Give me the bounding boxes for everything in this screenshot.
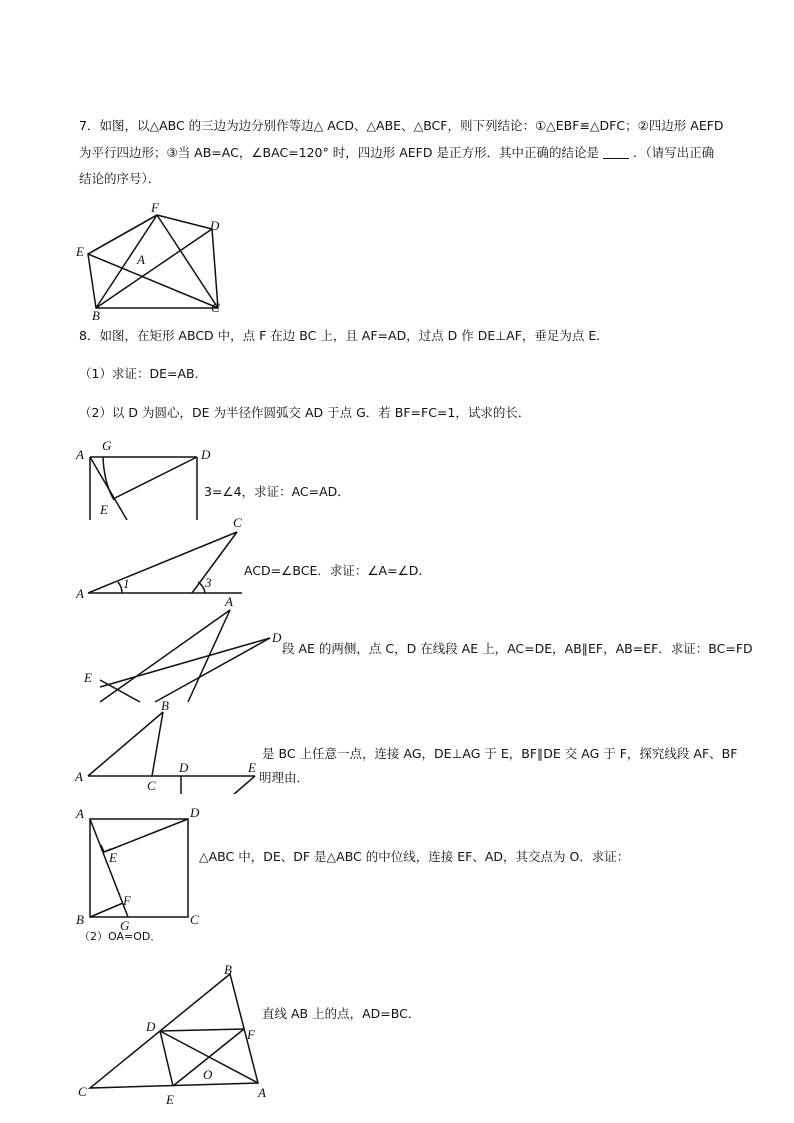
q7-label-b: B (92, 308, 100, 323)
answer-blank (603, 148, 629, 159)
q10-line-1 (100, 610, 230, 702)
q10-line-3 (100, 638, 270, 687)
q13-label-e: E (166, 1092, 174, 1107)
q9-label-c: C (233, 515, 242, 530)
q7-label-c: C (211, 300, 220, 315)
q7-figure (70, 200, 240, 325)
q10-figure (70, 594, 290, 704)
q12-label-b: B (76, 912, 84, 927)
q11-label-e: E (248, 760, 256, 775)
q11-label-d: D (179, 760, 189, 775)
q9-figure (70, 512, 250, 598)
q14-text: 直线 AB 上的点，AD=BC． (262, 1006, 421, 1021)
q13-line1: △ABC 中，DE、DF 是△ABC 的中位线，连接 EF、AD，其交点为 O．求证： (199, 849, 630, 864)
q12-line2: 明理由． (259, 770, 310, 785)
q7-label-e: E (76, 244, 84, 259)
q7-line3: 结论的序号）． (79, 171, 161, 186)
q7-label-a: A (137, 252, 145, 267)
q7-label-d: D (210, 218, 220, 233)
q8-label-a: A (76, 447, 84, 462)
q13-label-d: D (146, 1019, 156, 1034)
q8-line-de (115, 457, 197, 498)
q13-label-c: C (78, 1084, 87, 1099)
q13-part2: （2）OA=OD． (79, 930, 162, 943)
q12-label-d: D (190, 805, 200, 820)
q11-text: 段 AE 的两侧，点 C，D 在线段 AE 上，AC=DE，AB∥EF，AB=EF．求证：BC=FD (282, 641, 753, 656)
q11-line-ab (88, 712, 163, 776)
q10-label-e: E (84, 670, 92, 685)
q11-line-bc (152, 712, 163, 776)
q13-label-o: O (203, 1067, 213, 1082)
q10-text: ACD=∠BCE．求证：∠A=∠D． (244, 563, 431, 578)
q12-label-c: C (190, 912, 199, 927)
q11-label-b: B (161, 698, 169, 713)
q9-angle-3-arc (198, 582, 205, 593)
q8-part1: （1）求证：DE=AB． (79, 366, 208, 381)
q10-label-d: D (272, 630, 282, 645)
q8-line1: 8．如图，在矩形 ABCD 中，点 F 在边 BC 上，且 AF=AD，过点 D 作 DE⊥AF，垂足为点 E． (79, 328, 609, 343)
q11-label-c: C (147, 778, 156, 793)
q13-line-df (160, 1029, 244, 1031)
q8-part2: （2）以 D 为圆心，DE 为半径作圆弧交 AD 于点 G．若 BF=FC=1，试求的长． (79, 405, 531, 420)
q7-line-bd (96, 229, 212, 308)
q7-line1: 7．如图，以△ABC 的三边为边分别作等边△ ACD、△ABE、△BCF，则下列结论：①△EBF≌△DFC；②四边形 AEFD (79, 118, 724, 133)
q7-line2-after: ．（请写出正确 (632, 145, 715, 160)
q8-label-d: D (201, 447, 211, 462)
q12-line1: 是 BC 上任意一点，连接 AG，DE⊥AG 于 E，BF∥DE 交 AG 于 F，探究线段 AF、BF (262, 746, 738, 761)
q8-label-e: E (100, 502, 108, 517)
q12-label-e: E (109, 850, 117, 865)
q13-label-a: A (258, 1085, 266, 1100)
q13-label-b: B (224, 962, 232, 977)
q8-label-g: G (102, 438, 112, 453)
q11-label-a: A (75, 769, 83, 784)
q12-label-a: A (76, 806, 84, 821)
q12-line-bf (90, 903, 123, 917)
q11-line-ef (210, 776, 255, 794)
q7-line2-before: 为平行四边形；③当 AB=AC，∠BAC=120° 时，四边形 AEFD 是正方形．其中正确的结论是 (79, 145, 599, 160)
q11-figure (70, 698, 270, 794)
q13-figure (70, 958, 270, 1108)
q12-figure (70, 802, 220, 934)
q8-arc-eg (103, 457, 114, 500)
q12-square (90, 819, 188, 917)
q9-label-1: 1 (123, 576, 130, 591)
q7-label-f: F (151, 200, 159, 215)
q9-angle-1-arc (118, 582, 122, 593)
q8-figure (70, 438, 220, 520)
q12-label-g: G (120, 918, 130, 933)
q13-label-f: F (247, 1027, 255, 1042)
q7-line2 (79, 143, 714, 161)
q12-label-f: F (123, 893, 131, 908)
q12-line-de (107, 819, 188, 851)
q9-label-a: A (76, 586, 84, 598)
q10-label-a: A (225, 594, 233, 609)
q9-label-3: 3 (205, 575, 212, 590)
q9-text: 3=∠4，求证：AC=AD． (204, 484, 350, 499)
q13-line-de (160, 1031, 173, 1086)
q7-line-ef (88, 215, 157, 254)
